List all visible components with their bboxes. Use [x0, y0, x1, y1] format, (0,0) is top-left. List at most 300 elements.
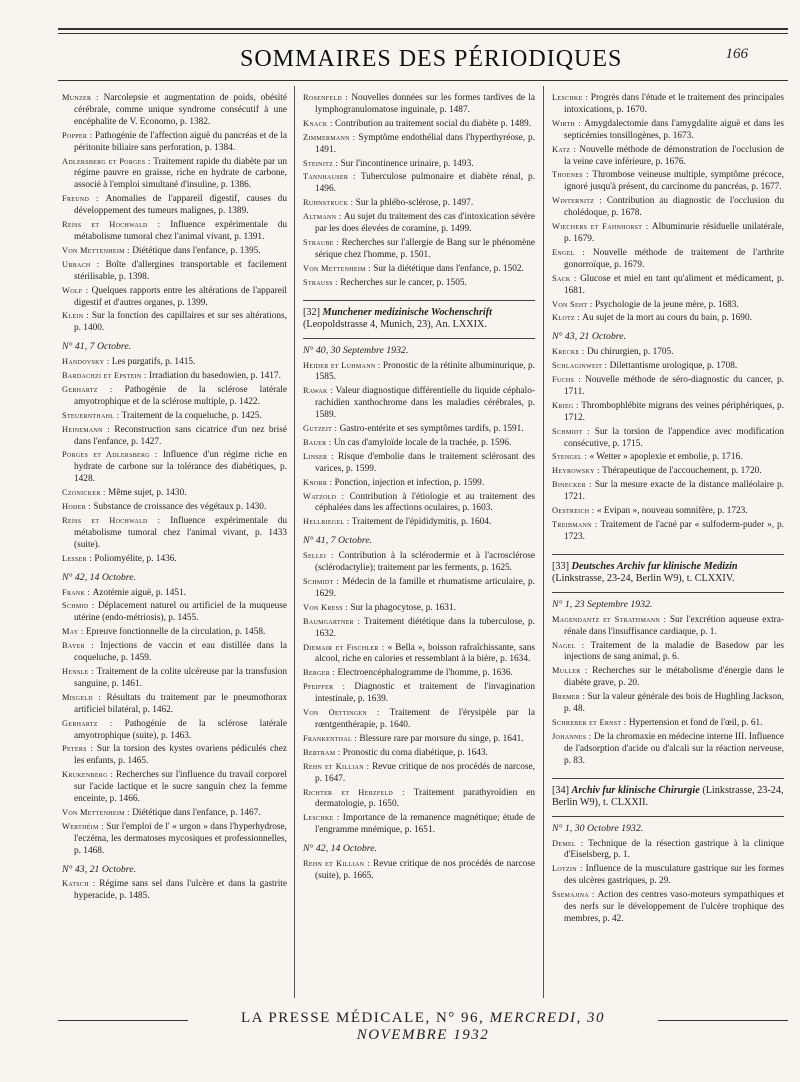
- entry-author: Von Mettenheim :: [62, 245, 133, 255]
- entry-author: Schreber et Ernst :: [552, 717, 629, 727]
- article-entry: [552, 92, 784, 117]
- entry-text: Nouvelle méthode de traitement de l'arthrite gonorroïque, p. 1679.: [564, 247, 784, 270]
- article-entry: [62, 410, 287, 423]
- entry-author: Wirth :: [552, 118, 585, 128]
- entry-author: Hoder :: [62, 502, 94, 512]
- entry-author: Binecker :: [552, 480, 595, 490]
- entry-text: De la chromaxie en médecine interne III. Influence de l'adsorption d'acide ou d'alcali sur la réaction nerveuse, p. 83.: [564, 731, 784, 766]
- article-entry: [303, 263, 535, 276]
- article-entry: [303, 550, 535, 575]
- entry-text: Influence d'un régime riche en hydrate de carbone sur la tolérance des diabétiques, p. 1428.: [74, 450, 287, 485]
- article-entry: [62, 219, 287, 244]
- article-entry: [552, 426, 784, 451]
- entry-text: Sur l'emploi de l' « urgon » dans l'hyperhydrose, l'eczéma, les dermatoses mycosiques et professionnelles, p. 1468.: [74, 821, 287, 856]
- article-entry: [62, 692, 287, 717]
- entry-text: Dilettantisme urologique, p. 1708.: [609, 361, 738, 372]
- entry-author: Ssemajina :: [552, 890, 598, 900]
- entry-text: Pronostic du coma diabétique, p. 1643.: [342, 747, 488, 758]
- issue-heading: N° 41, 7 Octobre.: [303, 535, 373, 547]
- entry-text: Pathogénie de la sclérose latérale amyotrophique et de la sclérose multiple, p. 1422.: [74, 384, 287, 407]
- article-entry: [552, 479, 784, 504]
- entry-author: Heyrowsky :: [552, 466, 603, 476]
- article-entry: [552, 731, 784, 768]
- article-entry: [303, 733, 535, 746]
- article-entry: [552, 144, 784, 169]
- entry-text: Régime sans sel dans l'ulcère et dans la gastrite hyperacide, p. 1485.: [74, 879, 287, 902]
- article-entry: [62, 718, 287, 743]
- article-entry: [303, 707, 535, 732]
- journal-title: Deutsches Archiv fur klinische Medizin: [571, 560, 738, 572]
- entry-author: Rehn et Killian :: [303, 859, 374, 869]
- entry-text: Contribution à l'étiologie et au traitement des céphalées dans les affections oculaires, p. 1603.: [315, 491, 535, 514]
- article-entry: [303, 211, 535, 236]
- entry-author: Knorr :: [303, 477, 335, 487]
- entry-text: Traitement de la colite ulcéreuse par la transfusion sanguine, p. 1461.: [74, 666, 287, 689]
- entry-text: Action des centres vaso-moteurs sympathiques et des nerfs sur le développement de l'ulcère trophique des membres, p. 42.: [564, 890, 784, 924]
- journal-title: Archiv fur klinische Chirurgie: [571, 784, 703, 796]
- entry-text: Sur la valeur générale des bois de Hughling Jackson, p. 48.: [564, 692, 784, 715]
- journal-details: (Leopoldstrasse 4, Munich, 23), An. LXXIX.: [303, 319, 487, 331]
- entry-text: Influence expérimentale du métabolisme tumoral chez l'animal vivant, p. 1433 (suite).: [74, 516, 288, 550]
- article-entry: [62, 666, 287, 691]
- entry-text: Revue critique de nos procédés de narcose, p. 1647.: [315, 761, 535, 784]
- entry-text: Sur la mesure exacte de la distance malléolaire p. 1721.: [564, 480, 784, 503]
- entry-text: Narcolepsie et augmentation de poids, obésité cérébrale, comme unique syndrome consécutif à une encéphalite de V. Economo, p. 1382.: [74, 93, 287, 127]
- article-entry: [303, 158, 535, 171]
- article-entry: [303, 576, 535, 601]
- entry-text: Sur la phagocytose, p. 1631.: [350, 602, 456, 613]
- entry-author: Linser :: [303, 451, 338, 461]
- issue-heading: N° 41, 7 Octobre.: [62, 341, 132, 353]
- entry-author: Oestreich :: [552, 506, 597, 516]
- entry-text: Pronostic de la rétinite albuminurique, p. 1585.: [315, 360, 535, 383]
- entry-author: Sellei :: [303, 551, 339, 561]
- entry-author: Schmid :: [62, 601, 98, 611]
- article-entry: [552, 451, 784, 464]
- entry-text: Sur l'excrétion aqueuse extra-rénale dans l'insuffisance cardiaque, p. 1.: [564, 614, 784, 637]
- article-entry: [552, 273, 784, 298]
- article-entry: [303, 197, 535, 210]
- article-entry: [62, 743, 287, 768]
- entry-author: Thoenes :: [552, 170, 593, 180]
- entry-author: Freund :: [62, 194, 106, 204]
- entry-author: Reiss et Hochwald :: [62, 516, 171, 525]
- entry-author: Schlaginweit :: [552, 361, 610, 371]
- entry-text: Poliomyélite, p. 1436.: [94, 553, 177, 564]
- entry-author: Knack :: [303, 118, 335, 128]
- entry-author: Munzer :: [62, 93, 104, 102]
- entry-author: Rawak :: [303, 386, 336, 396]
- article-entry: [303, 491, 535, 516]
- entry-text: Contribution au traitement social du diabète p. 1489.: [334, 118, 531, 129]
- entry-author: Bauer :: [303, 437, 334, 447]
- entry-author: Krieg :: [552, 400, 582, 410]
- entry-text: Diagnostic et traitement de l'invagination intestinale, p. 1639.: [315, 682, 535, 705]
- entry-text: Boîte d'allergines transportable et facilement stérilisable, p. 1398.: [74, 259, 287, 282]
- article-entry: [62, 587, 287, 600]
- entry-author: Nagel :: [552, 640, 591, 650]
- article-entry: [62, 259, 287, 284]
- article-entry: [62, 807, 287, 820]
- article-entry: [303, 277, 535, 290]
- article-entry: [552, 346, 784, 359]
- article-entry: [552, 169, 784, 194]
- entry-author: Magendantz et Strathmann :: [552, 614, 670, 624]
- entry-text: Influence expérimentale du métabolisme tumoral chez l'animal vivant, p. 1391.: [74, 220, 288, 242]
- entry-text: Traitement de l'acné par « sulfoderm-puder », p. 1723.: [564, 520, 784, 542]
- entry-author: Straube :: [303, 237, 342, 247]
- entry-author: Katsch :: [62, 879, 100, 889]
- entry-author: Urbach :: [62, 259, 106, 269]
- entry-text: Injections de vaccin et eau distillée dans la coqueluche, p. 1459.: [74, 641, 287, 664]
- entry-text: Sur la diététique dans l'enfance, p. 1502.: [373, 263, 524, 274]
- entry-text: Traitement rapide du diabète par un régime pauvre en graisse, riche en hydrate de carbone, associé à l'emploi simultané d'insuline, p. 1386.: [74, 156, 287, 191]
- article-entry: [303, 385, 535, 422]
- entry-text: Quelques rapports entre les altérations de l'appareil digestif et d'autres organes, p. 1399.: [74, 285, 287, 308]
- issue-heading: N° 1, 23 Septembre 1932.: [552, 598, 653, 610]
- journal-title: Munchener medizinische Wochenschrift: [322, 306, 492, 318]
- entry-author: Klein :: [62, 311, 92, 321]
- article-entry: [552, 665, 784, 690]
- article-entry: [62, 449, 287, 486]
- entry-text: Traitement de la maladie de Basedow par les injections de sang animal, p. 6.: [564, 640, 784, 663]
- article-entry: [303, 360, 535, 385]
- entry-text: Diététique dans l'enfance, p. 1395.: [132, 245, 261, 256]
- page-title: SOMMAIRES DES PÉRIODIQUES: [240, 46, 623, 72]
- entry-author: Treibmann :: [552, 520, 601, 529]
- entry-author: May :: [62, 627, 86, 637]
- entry-text: « Bella », boisson rafraîchissante, sans alcool, riche en calories et ressemblant à la bière, p. 1634.: [315, 642, 536, 665]
- column-divider: [543, 86, 544, 998]
- entry-author: Misgeld :: [62, 692, 107, 702]
- entry-author: Strauss :: [303, 277, 341, 287]
- article-entry: [303, 747, 535, 760]
- entry-text: Recherches sur l'allergie de Bang sur le phénomène sérique chez l'homme, p. 1501.: [315, 237, 535, 260]
- entry-text: Gastro-entérite et ses symptômes tardifs, p. 1591.: [339, 424, 524, 435]
- entry-author: Peters :: [62, 744, 97, 754]
- entry-author: Gerhartz :: [62, 384, 125, 394]
- entry-text: Blessure rare par morsure du singe, p. 1641.: [359, 733, 524, 744]
- article-entry: [552, 195, 784, 220]
- entry-author: Reiss et Hochwald :: [62, 220, 171, 230]
- footer-journal: LA PRESSE MÉDICALE, N° 96,: [240, 1010, 485, 1026]
- article-entry: [552, 247, 784, 272]
- entry-text: Tuberculose pulmonaire et diabète rénal, p. 1496.: [315, 172, 535, 195]
- article-entry: [303, 642, 535, 667]
- issue-heading: N° 40, 30 Septembre 1932.: [303, 344, 409, 356]
- entry-author: Leschke :: [552, 93, 591, 102]
- issue-heading: N° 43, 21 Octobre.: [552, 331, 627, 343]
- article-entry: [303, 516, 535, 529]
- entry-author: Zimmermann :: [303, 132, 359, 142]
- article-entry: [552, 505, 784, 518]
- entry-text: Au sujet de la mort au cours du bain, p. 1690.: [582, 313, 752, 324]
- issue-heading: N° 42, 14 Octobre.: [62, 571, 137, 583]
- entry-author: Von Seht :: [552, 299, 595, 309]
- issue-heading: N° 42, 14 Octobre.: [303, 843, 378, 855]
- page: [40, 20, 785, 1060]
- entry-author: Bertram :: [303, 747, 343, 757]
- footer-text: [198, 1010, 648, 1044]
- entry-text: Traitement diététique dans la tuberculose, p. 1632.: [315, 616, 535, 639]
- entry-text: Au sujet du traitement des cas d'intoxication sévère par les does élevées de coramine, p. 1499.: [315, 212, 535, 235]
- article-entry: [552, 400, 784, 425]
- article-entry: [552, 312, 784, 325]
- entry-text: Nouvelle méthode de démonstration de l'occlusion de la veine cave inférieure, p. 1676.: [564, 144, 784, 167]
- entry-text: Du chirurgien, p. 1705.: [586, 347, 674, 358]
- journal-heading: [552, 778, 784, 817]
- entry-text: Recherches sur le cancer, p. 1505.: [340, 277, 467, 288]
- entry-author: Katz :: [552, 144, 580, 154]
- article-entry: [62, 424, 287, 449]
- entry-text: Médecin de la famille et rhumatisme articulaire, p. 1629.: [315, 577, 535, 599]
- entry-author: Diemair et Fischler :: [303, 642, 388, 652]
- article-entry: [62, 285, 287, 310]
- entry-author: Tannhauser :: [303, 172, 361, 182]
- entry-text: Influence de la musculature gastrique sur les formes des ulcères gastriques, p. 29.: [564, 864, 785, 887]
- entry-author: Leschke :: [303, 813, 343, 823]
- entry-text: Azotémie aiguë, p. 1451.: [92, 587, 187, 598]
- entry-author: Werthéim :: [62, 821, 107, 831]
- entry-author: Porges et Adlersberg :: [62, 450, 163, 460]
- entry-text: Ponction, injection et infection, p. 1599.: [334, 477, 485, 488]
- entry-author: Demel :: [552, 838, 589, 848]
- entry-text: Un cas d'amyloïde locale de la trachée, p. 1596.: [333, 437, 512, 448]
- article-entry: [303, 616, 535, 641]
- article-entry: [552, 691, 784, 716]
- article-entry: [62, 370, 287, 383]
- entry-author: Heinemann :: [62, 424, 115, 434]
- article-entry: [552, 374, 784, 399]
- journal-details: (Linkstrasse, 23-24, Berlin W9), t. CLXXIV.: [552, 573, 735, 585]
- entry-text: Hypertension et fond de l'œil, p. 61.: [628, 717, 763, 728]
- article-entry: [552, 640, 784, 665]
- entry-author: Ruhnstruck :: [303, 198, 356, 208]
- article-entry: [62, 310, 287, 335]
- article-entry: [552, 863, 784, 888]
- entry-author: Pfeiffer :: [303, 682, 355, 692]
- article-entry: [303, 667, 535, 680]
- entry-text: Contribution au diagnostic de l'occlusion du cholédoque, p. 1678.: [564, 196, 784, 219]
- article-entry: [303, 118, 535, 131]
- entry-text: Sur la fonction des capillaires et sur ses altérations, p. 1400.: [74, 311, 287, 334]
- entry-author: Muller :: [552, 666, 593, 676]
- entry-author: Sack :: [552, 273, 581, 283]
- entry-author: Stengel :: [552, 452, 590, 462]
- entry-author: Johannes :: [552, 731, 594, 741]
- entry-author: Popper :: [62, 130, 96, 140]
- column-divider: [294, 86, 295, 998]
- article-entry: [303, 858, 535, 883]
- article-entry: [552, 889, 784, 926]
- entry-author: Schmidt :: [303, 577, 343, 586]
- article-entry: [62, 553, 287, 566]
- journal-heading: [303, 300, 535, 339]
- entry-text: Traitement de la coqueluche, p. 1425.: [121, 410, 262, 421]
- entry-text: Thérapeutique de l'accouchement, p. 1720.: [602, 466, 762, 477]
- entry-text: Albuminurie résiduelle unilatérale, p. 1679.: [564, 222, 784, 244]
- entry-author: Von Mettenheim :: [303, 263, 374, 273]
- entry-text: Pathogénie de l'affection aiguë du pancréas et de la péritonite biliaire sans perforation, p. 1384.: [74, 130, 287, 153]
- article-entry: [62, 640, 287, 665]
- entry-author: Frank :: [62, 587, 93, 597]
- footer: [58, 1010, 788, 1043]
- entry-author: Steinitz :: [303, 158, 341, 168]
- article-entry: [62, 156, 287, 193]
- article-entry: [552, 614, 784, 639]
- entry-author: Gerhartz :: [62, 718, 125, 728]
- article-entry: [62, 626, 287, 639]
- journal-number: [34]: [552, 784, 572, 796]
- article-entry: [62, 193, 287, 218]
- entry-author: Klotz :: [552, 313, 583, 323]
- entry-text: « Wetter » apoplexie et embolie, p. 1716.: [589, 452, 743, 463]
- article-entry: [552, 465, 784, 478]
- page-number: 166: [725, 46, 748, 62]
- entry-text: Technique de la résection gastrique à la clinique d'Eiselsberg, p. 1.: [564, 838, 784, 861]
- entry-author: Richter et Herzfeld :: [303, 787, 414, 797]
- entry-text: Psychologie de la jeune mère, p. 1683.: [594, 299, 739, 310]
- article-entry: [552, 717, 784, 730]
- article-entry: [552, 838, 784, 863]
- article-entry: [303, 761, 535, 786]
- article-entry: [62, 130, 287, 155]
- entry-author: Winternitz :: [552, 196, 607, 206]
- entry-author: Baumgartner :: [303, 616, 364, 626]
- entry-author: Altmann :: [303, 212, 344, 222]
- entry-author: Gutzeit :: [303, 424, 340, 434]
- entry-author: Hellriegel :: [303, 517, 352, 527]
- article-entry: [62, 487, 287, 500]
- entry-author: Krecke :: [552, 347, 587, 357]
- entry-author: Krukenberg :: [62, 770, 117, 780]
- entry-text: Sur la phlébo-sclérose, p. 1497.: [355, 198, 474, 209]
- entry-text: Sur la torsion de l'appendice avec modification consécutive, p. 1715.: [564, 426, 784, 449]
- entry-text: Sur la torsion des kystes ovariens pédiculés chez les enfants, p. 1465.: [74, 744, 287, 767]
- entry-text: « Evipan », nouveau somnifère, p. 1723.: [596, 506, 748, 517]
- article-entry: [303, 132, 535, 157]
- entry-author: Wolf :: [62, 285, 92, 295]
- article-entry: [303, 92, 535, 117]
- entry-author: Bardachzi et Epstein :: [62, 371, 149, 381]
- article-entry: [552, 221, 784, 246]
- article-entry: [303, 602, 535, 615]
- entry-text: Recherches sur l'influence du travail corporel sur l'acide lactique et le sucre sanguin chez la femme enceinte, p. 1466.: [74, 770, 287, 805]
- entry-text: Déplacement naturel ou artificiel de la muqueuse utérine (endo-métriosis), p. 1455.: [74, 601, 287, 624]
- entry-text: Contribution à la sclérodermie et à l'acrosclérose (sclérodactylie); traitement par les ferments, p. 1625.: [315, 551, 535, 574]
- entry-author: Bremer :: [552, 692, 588, 702]
- entry-text: Glucose et miel en tant qu'aliment et médicament, p. 1681.: [564, 273, 784, 296]
- entry-author: Lotzin :: [552, 864, 586, 874]
- entry-text: Traitement de l'érysipèle par la rœntgenthérapie, p. 1640.: [315, 708, 536, 730]
- entry-text: Thrombophlébite migrans des veines périphériques, p. 1712.: [564, 400, 784, 423]
- article-entry: [62, 515, 287, 552]
- article-entry: [303, 237, 535, 262]
- entry-text: Les purgatifs, p. 1415.: [111, 357, 196, 368]
- column-1: [62, 92, 287, 904]
- entry-text: Traitement parathyroïdien en dermatologie, p. 1650.: [315, 787, 536, 810]
- entry-text: Diététique dans l'enfance, p. 1467.: [132, 807, 261, 818]
- entry-author: Adlersberg et Porges :: [62, 156, 154, 166]
- article-entry: [62, 356, 287, 369]
- issue-heading: N° 1, 30 Octobre 1932.: [552, 822, 644, 834]
- article-entry: [62, 769, 287, 806]
- entry-author: Czonicker :: [62, 488, 109, 498]
- entry-text: Symptôme endothélial dans l'hyperthyréose, p. 1491.: [315, 132, 535, 155]
- article-entry: [303, 437, 535, 450]
- entry-author: Fuchs :: [552, 375, 586, 385]
- article-entry: [62, 384, 287, 409]
- article-entry: [552, 519, 784, 544]
- footer-rule-right: [658, 1020, 788, 1021]
- entry-text: Traitement de l'épididymitis, p. 1604.: [351, 517, 492, 528]
- article-entry: [62, 878, 287, 903]
- entry-author: Berger :: [303, 668, 338, 678]
- article-entry: [62, 92, 287, 129]
- footer-rule-left: [58, 1020, 188, 1021]
- entry-author: Rosenfeld :: [303, 93, 352, 102]
- entry-author: Bayer :: [62, 641, 101, 651]
- entry-author: Rehn et Killian :: [303, 761, 373, 771]
- issue-heading: N° 43, 21 Octobre.: [62, 863, 137, 875]
- entry-text: Revue critique de nos procédés de narcose (suite), p. 1665.: [315, 859, 536, 881]
- journal-number: [32]: [303, 306, 323, 318]
- article-entry: [303, 423, 535, 436]
- entry-text: Anomalies de l'appareil digestif, causes du développement des tumeurs malignes, p. 1389.: [74, 194, 287, 217]
- entry-text: Nouvelles données sur les formes tardives de la lymphogranulomatose inguinale, p. 1487.: [315, 93, 535, 115]
- article-entry: [303, 477, 535, 490]
- entry-author: Lesser :: [62, 553, 95, 563]
- entry-author: Wiechers et Fahnhorst :: [552, 222, 652, 232]
- entry-text: Amygdalectomie dans l'amygdalite aiguë et dans les septicémies tonsillogènes, p. 1673.: [564, 118, 784, 141]
- entry-author: Heider et Luhmann :: [303, 360, 383, 370]
- entry-author: Von Oettingen :: [303, 708, 390, 718]
- entry-author: Steuernthahl :: [62, 410, 122, 420]
- article-entry: [552, 118, 784, 143]
- journal-heading: [552, 554, 784, 593]
- entry-text: Nouvelle méthode de séro-diagnostic du cancer, p. 1711.: [564, 375, 784, 397]
- entry-text: Thrombose veineuse multiple, symptôme précoce, ignoré jusqu'à présent, du carcinome du pancréas, p. 1677.: [564, 170, 785, 193]
- article-entry: [303, 812, 535, 837]
- entry-author: Handovsky :: [62, 357, 112, 367]
- entry-author: Von Mettenheim :: [62, 807, 133, 817]
- article-entry: [62, 600, 287, 625]
- footer-date: MERCREDI, 30 NOVEMBRE 1932: [356, 1010, 606, 1043]
- column-2: [303, 92, 535, 884]
- article-entry: [303, 787, 535, 812]
- entry-author: Schmidt :: [552, 426, 595, 436]
- article-entry: [62, 245, 287, 258]
- entry-text: Substance de croissance des végétaux p. 1430.: [93, 502, 267, 513]
- article-entry: [62, 501, 287, 514]
- article-entry: [303, 451, 535, 476]
- entry-text: Reconstruction sans cicatrice d'un nez brisé dans l'enfance, p. 1427.: [74, 424, 287, 447]
- article-entry: [552, 299, 784, 312]
- article-entry: [62, 821, 287, 858]
- entry-text: Résultats du traitement par le pneumothorax artificiel bilatéral, p. 1462.: [74, 692, 287, 715]
- entry-text: Sur l'incontinence urinaire, p. 1493.: [340, 158, 474, 169]
- entry-author: Frankenthal :: [303, 733, 360, 743]
- entry-text: Irradiation du basedowien, p. 1417.: [148, 371, 281, 382]
- journal-number: [33]: [552, 560, 572, 572]
- entry-text: Electroencéphalogramme de l'homme, p. 1636.: [337, 668, 513, 679]
- entry-text: Même sujet, p. 1430.: [108, 488, 187, 499]
- entry-text: Risque d'embolie dans le traitement sclérosant des varices, p. 1599.: [315, 451, 536, 474]
- entry-text: Valeur diagnostique différentielle du liquide céphalo-rachidien xanthochrome dans les maladies cérébrales, p. 1589.: [315, 386, 535, 421]
- article-entry: [303, 681, 535, 706]
- entry-text: Recherches sur le métabolisme d'énergie dans le diabète grave, p. 20.: [564, 666, 784, 689]
- entry-text: Progrès dans l'étude et le traitement des principales intoxications, p. 1670.: [564, 93, 784, 115]
